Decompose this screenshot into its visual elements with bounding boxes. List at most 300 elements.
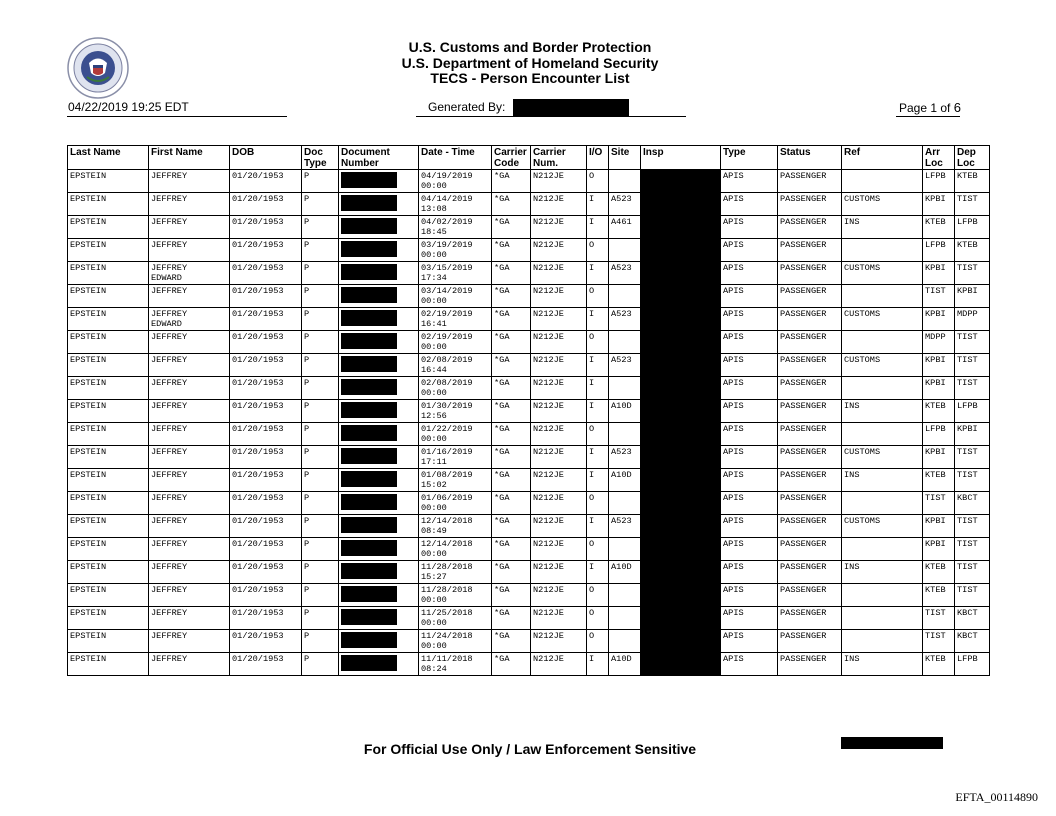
doc-type-cell: P — [302, 630, 339, 653]
first-name-cell: JEFFREY — [149, 561, 230, 584]
site-cell: A523 — [609, 446, 641, 469]
document-number-redaction — [341, 172, 397, 188]
encounter-table — [67, 145, 990, 676]
first-name-cell: JEFFREY — [149, 469, 230, 492]
carrier-num-cell: N212JE — [531, 584, 587, 607]
table-row — [68, 400, 990, 423]
document-number-cell — [339, 216, 419, 239]
document-number-cell — [339, 331, 419, 354]
site-cell: A10D — [609, 561, 641, 584]
carrier-num-cell: N212JE — [531, 538, 587, 561]
date-time-cell: 04/02/2019 18:45 — [419, 216, 492, 239]
ref-cell — [842, 285, 923, 308]
type-cell: APIS — [721, 423, 778, 446]
table-row — [68, 331, 990, 354]
date-time-cell: 11/11/2018 08:24 — [419, 653, 492, 676]
dob-cell: 01/20/1953 — [230, 561, 302, 584]
io-cell: O — [587, 607, 609, 630]
doc-type-cell: P — [302, 607, 339, 630]
io-cell: O — [587, 423, 609, 446]
first-name-cell: JEFFREY — [149, 400, 230, 423]
dep-loc-cell: KBCT — [955, 492, 990, 515]
carrier-code-cell: *GA — [492, 515, 531, 538]
io-cell: O — [587, 630, 609, 653]
io-cell: O — [587, 538, 609, 561]
date-time-cell: 11/28/2018 00:00 — [419, 584, 492, 607]
status-cell: PASSENGER — [778, 584, 842, 607]
carrier-num-cell: N212JE — [531, 377, 587, 400]
document-number-redaction — [341, 655, 397, 671]
document-number-redaction — [341, 494, 397, 510]
io-cell: I — [587, 469, 609, 492]
dep-loc-cell: TIST — [955, 193, 990, 216]
arr-loc-cell: MDPP — [923, 331, 955, 354]
last-name-cell: EPSTEIN — [68, 515, 149, 538]
insp-redaction — [641, 285, 721, 308]
dep-loc-cell: LFPB — [955, 400, 990, 423]
table-row — [68, 515, 990, 538]
doc-type-cell: P — [302, 584, 339, 607]
footer-redaction — [841, 737, 943, 749]
arr-loc-cell: KTEB — [923, 584, 955, 607]
first-name-cell: JEFFREY — [149, 584, 230, 607]
arr-loc-cell: KPBI — [923, 446, 955, 469]
type-cell: APIS — [721, 584, 778, 607]
io-cell: O — [587, 331, 609, 354]
last-name-cell: EPSTEIN — [68, 285, 149, 308]
carrier-num-cell: N212JE — [531, 308, 587, 331]
document-number-cell — [339, 630, 419, 653]
first-name-cell: JEFFREY — [149, 653, 230, 676]
carrier-code-cell: *GA — [492, 354, 531, 377]
dep-loc-cell: TIST — [955, 515, 990, 538]
document-number-redaction — [341, 264, 397, 280]
status-cell: PASSENGER — [778, 630, 842, 653]
dep-loc-cell: KPBI — [955, 285, 990, 308]
dob-cell: 01/20/1953 — [230, 354, 302, 377]
date-time-cell: 02/19/2019 00:00 — [419, 331, 492, 354]
site-cell: A461 — [609, 216, 641, 239]
site-cell — [609, 607, 641, 630]
dep-loc-cell: LFPB — [955, 653, 990, 676]
dob-cell: 01/20/1953 — [230, 193, 302, 216]
first-name-cell: JEFFREY — [149, 423, 230, 446]
status-cell: PASSENGER — [778, 423, 842, 446]
first-name-cell: JEFFREY EDWARD — [149, 308, 230, 331]
status-cell: PASSENGER — [778, 285, 842, 308]
doc-type-cell: P — [302, 538, 339, 561]
column-header: Document Number — [339, 146, 419, 170]
carrier-code-cell: *GA — [492, 400, 531, 423]
type-cell: APIS — [721, 446, 778, 469]
type-cell: APIS — [721, 285, 778, 308]
table-row — [68, 492, 990, 515]
dob-cell: 01/20/1953 — [230, 400, 302, 423]
type-cell: APIS — [721, 515, 778, 538]
date-time-cell: 03/14/2019 00:00 — [419, 285, 492, 308]
document-number-cell — [339, 170, 419, 193]
site-cell — [609, 239, 641, 262]
arr-loc-cell: KPBI — [923, 308, 955, 331]
page-prefix: Page 1 of — [899, 101, 951, 115]
status-cell: PASSENGER — [778, 354, 842, 377]
last-name-cell: EPSTEIN — [68, 216, 149, 239]
last-name-cell: EPSTEIN — [68, 607, 149, 630]
doc-type-cell: P — [302, 193, 339, 216]
carrier-code-cell: *GA — [492, 584, 531, 607]
status-cell: PASSENGER — [778, 308, 842, 331]
date-time-cell: 02/08/2019 16:44 — [419, 354, 492, 377]
table-row — [68, 193, 990, 216]
generated-by-label: Generated By: — [428, 100, 506, 114]
carrier-code-cell: *GA — [492, 331, 531, 354]
table-row — [68, 170, 990, 193]
carrier-num-cell: N212JE — [531, 400, 587, 423]
insp-redaction — [641, 193, 721, 216]
carrier-num-cell: N212JE — [531, 331, 587, 354]
type-cell: APIS — [721, 607, 778, 630]
arr-loc-cell: TIST — [923, 492, 955, 515]
page-indicator — [899, 100, 961, 115]
io-cell: I — [587, 561, 609, 584]
insp-redaction — [641, 630, 721, 653]
document-number-cell — [339, 446, 419, 469]
table-row — [68, 653, 990, 676]
document-number-redaction — [341, 356, 397, 372]
date-time-cell: 04/19/2019 00:00 — [419, 170, 492, 193]
first-name-cell: JEFFREY — [149, 377, 230, 400]
doc-type-cell: P — [302, 561, 339, 584]
arr-loc-cell: KPBI — [923, 515, 955, 538]
ref-cell: CUSTOMS — [842, 262, 923, 285]
carrier-code-cell: *GA — [492, 446, 531, 469]
first-name-cell: JEFFREY — [149, 239, 230, 262]
type-cell: APIS — [721, 377, 778, 400]
arr-loc-cell: KPBI — [923, 262, 955, 285]
carrier-num-cell: N212JE — [531, 216, 587, 239]
type-cell: APIS — [721, 193, 778, 216]
document-number-redaction — [341, 195, 397, 211]
dob-cell: 01/20/1953 — [230, 515, 302, 538]
dob-cell: 01/20/1953 — [230, 630, 302, 653]
carrier-num-cell: N212JE — [531, 423, 587, 446]
ref-cell — [842, 584, 923, 607]
dob-cell: 01/20/1953 — [230, 262, 302, 285]
table-header-row — [68, 146, 990, 170]
insp-redaction — [641, 331, 721, 354]
ref-cell: INS — [842, 561, 923, 584]
status-cell: PASSENGER — [778, 400, 842, 423]
ref-cell: INS — [842, 469, 923, 492]
last-name-cell: EPSTEIN — [68, 377, 149, 400]
type-cell: APIS — [721, 400, 778, 423]
document-number-cell — [339, 354, 419, 377]
dep-loc-cell: TIST — [955, 469, 990, 492]
carrier-num-cell: N212JE — [531, 170, 587, 193]
dep-loc-cell: LFPB — [955, 216, 990, 239]
doc-type-cell: P — [302, 469, 339, 492]
dep-loc-cell: TIST — [955, 262, 990, 285]
io-cell: I — [587, 446, 609, 469]
status-cell: PASSENGER — [778, 538, 842, 561]
site-cell: A523 — [609, 354, 641, 377]
table-row — [68, 354, 990, 377]
document-number-cell — [339, 262, 419, 285]
first-name-cell: JEFFREY — [149, 607, 230, 630]
io-cell: I — [587, 653, 609, 676]
table-row — [68, 538, 990, 561]
type-cell: APIS — [721, 262, 778, 285]
status-cell: PASSENGER — [778, 216, 842, 239]
site-cell: A523 — [609, 193, 641, 216]
column-header: Arr Loc — [923, 146, 955, 170]
carrier-num-cell: N212JE — [531, 239, 587, 262]
insp-redaction — [641, 377, 721, 400]
status-cell: PASSENGER — [778, 561, 842, 584]
date-time-cell: 01/06/2019 00:00 — [419, 492, 492, 515]
doc-type-cell: P — [302, 515, 339, 538]
carrier-code-cell: *GA — [492, 170, 531, 193]
document-number-redaction — [341, 218, 397, 234]
arr-loc-cell: TIST — [923, 607, 955, 630]
last-name-cell: EPSTEIN — [68, 538, 149, 561]
doc-type-cell: P — [302, 653, 339, 676]
ref-cell — [842, 170, 923, 193]
first-name-cell: JEFFREY — [149, 170, 230, 193]
document-number-redaction — [341, 241, 397, 257]
page-total: 6 — [953, 100, 961, 115]
table-row — [68, 423, 990, 446]
site-cell — [609, 538, 641, 561]
column-header: Carrier Num. — [531, 146, 587, 170]
status-cell: PASSENGER — [778, 262, 842, 285]
document-number-cell — [339, 515, 419, 538]
arr-loc-cell: KPBI — [923, 538, 955, 561]
type-cell: APIS — [721, 170, 778, 193]
date-time-cell: 03/15/2019 17:34 — [419, 262, 492, 285]
date-time-cell: 12/14/2018 08:49 — [419, 515, 492, 538]
type-cell: APIS — [721, 653, 778, 676]
date-time-cell: 03/19/2019 00:00 — [419, 239, 492, 262]
document-number-cell — [339, 584, 419, 607]
site-cell — [609, 377, 641, 400]
insp-redaction — [641, 239, 721, 262]
dep-loc-cell: TIST — [955, 561, 990, 584]
site-cell — [609, 170, 641, 193]
carrier-num-cell: N212JE — [531, 262, 587, 285]
doc-type-cell: P — [302, 216, 339, 239]
document-number-redaction — [341, 402, 397, 418]
insp-redaction — [641, 216, 721, 239]
ref-cell: CUSTOMS — [842, 446, 923, 469]
carrier-num-cell: N212JE — [531, 193, 587, 216]
first-name-cell: JEFFREY — [149, 538, 230, 561]
carrier-code-cell: *GA — [492, 239, 531, 262]
insp-redaction — [641, 469, 721, 492]
generated-by-redaction — [513, 99, 629, 116]
carrier-code-cell: *GA — [492, 561, 531, 584]
first-name-cell: JEFFREY — [149, 354, 230, 377]
type-cell: APIS — [721, 561, 778, 584]
table-row — [68, 216, 990, 239]
type-cell: APIS — [721, 239, 778, 262]
site-cell: A523 — [609, 515, 641, 538]
table-row — [68, 262, 990, 285]
date-time-cell: 11/24/2018 00:00 — [419, 630, 492, 653]
dob-cell: 01/20/1953 — [230, 423, 302, 446]
document-number-redaction — [341, 609, 397, 625]
dob-cell: 01/20/1953 — [230, 584, 302, 607]
header-rule-middle — [416, 116, 686, 117]
status-cell: PASSENGER — [778, 492, 842, 515]
department-title: U.S. Department of Homeland Security — [401, 54, 659, 71]
carrier-num-cell: N212JE — [531, 515, 587, 538]
dob-cell: 01/20/1953 — [230, 377, 302, 400]
insp-redaction — [641, 400, 721, 423]
carrier-code-cell: *GA — [492, 193, 531, 216]
ref-cell — [842, 630, 923, 653]
bates-number: EFTA_00114890 — [955, 790, 1038, 804]
io-cell: I — [587, 308, 609, 331]
column-header: Insp — [641, 146, 721, 170]
table-row — [68, 630, 990, 653]
report-title: TECS - Person Encounter List — [430, 70, 630, 86]
dep-loc-cell: TIST — [955, 584, 990, 607]
dep-loc-cell: KTEB — [955, 170, 990, 193]
ref-cell — [842, 377, 923, 400]
table-row — [68, 308, 990, 331]
dob-cell: 01/20/1953 — [230, 239, 302, 262]
status-cell: PASSENGER — [778, 515, 842, 538]
column-header: I/O — [587, 146, 609, 170]
site-cell — [609, 423, 641, 446]
dob-cell: 01/20/1953 — [230, 538, 302, 561]
document-number-redaction — [341, 517, 397, 533]
last-name-cell: EPSTEIN — [68, 193, 149, 216]
last-name-cell: EPSTEIN — [68, 653, 149, 676]
date-time-cell: 11/25/2018 00:00 — [419, 607, 492, 630]
last-name-cell: EPSTEIN — [68, 423, 149, 446]
ref-cell: CUSTOMS — [842, 515, 923, 538]
ref-cell: CUSTOMS — [842, 354, 923, 377]
first-name-cell: JEFFREY EDWARD — [149, 262, 230, 285]
io-cell: I — [587, 377, 609, 400]
doc-type-cell: P — [302, 400, 339, 423]
carrier-code-cell: *GA — [492, 469, 531, 492]
insp-redaction — [641, 354, 721, 377]
doc-type-cell: P — [302, 239, 339, 262]
first-name-cell: JEFFREY — [149, 515, 230, 538]
document-number-cell — [339, 423, 419, 446]
dob-cell: 01/20/1953 — [230, 469, 302, 492]
date-time-cell: 11/28/2018 15:27 — [419, 561, 492, 584]
last-name-cell: EPSTEIN — [68, 630, 149, 653]
io-cell: I — [587, 216, 609, 239]
io-cell: O — [587, 584, 609, 607]
arr-loc-cell: KPBI — [923, 377, 955, 400]
dep-loc-cell: KPBI — [955, 423, 990, 446]
column-header: Site — [609, 146, 641, 170]
table-row — [68, 584, 990, 607]
table-row — [68, 607, 990, 630]
fouo-notice: For Official Use Only / Law Enforcement Sensitive — [363, 741, 697, 757]
dep-loc-cell: TIST — [955, 538, 990, 561]
column-header: Type — [721, 146, 778, 170]
carrier-code-cell: *GA — [492, 538, 531, 561]
dep-loc-cell: TIST — [955, 354, 990, 377]
first-name-cell: JEFFREY — [149, 285, 230, 308]
io-cell: I — [587, 515, 609, 538]
arr-loc-cell: LFPB — [923, 423, 955, 446]
document-number-redaction — [341, 333, 397, 349]
ref-cell — [842, 538, 923, 561]
carrier-code-cell: *GA — [492, 423, 531, 446]
dep-loc-cell: KBCT — [955, 630, 990, 653]
insp-redaction — [641, 170, 721, 193]
insp-redaction — [641, 515, 721, 538]
first-name-cell: JEFFREY — [149, 331, 230, 354]
site-cell — [609, 630, 641, 653]
dob-cell: 01/20/1953 — [230, 285, 302, 308]
carrier-code-cell: *GA — [492, 216, 531, 239]
arr-loc-cell: LFPB — [923, 170, 955, 193]
column-header: Date - Time — [419, 146, 492, 170]
document-number-cell — [339, 492, 419, 515]
carrier-num-cell: N212JE — [531, 354, 587, 377]
document-number-cell — [339, 377, 419, 400]
date-time-cell: 02/08/2019 00:00 — [419, 377, 492, 400]
doc-type-cell: P — [302, 308, 339, 331]
insp-redaction — [641, 561, 721, 584]
document-number-cell — [339, 308, 419, 331]
type-cell: APIS — [721, 538, 778, 561]
doc-type-cell: P — [302, 170, 339, 193]
dob-cell: 01/20/1953 — [230, 331, 302, 354]
date-time-cell: 02/19/2019 16:41 — [419, 308, 492, 331]
arr-loc-cell: KTEB — [923, 400, 955, 423]
first-name-cell: JEFFREY — [149, 492, 230, 515]
dep-loc-cell: KBCT — [955, 607, 990, 630]
document-number-cell — [339, 400, 419, 423]
document-number-cell — [339, 193, 419, 216]
last-name-cell: EPSTEIN — [68, 170, 149, 193]
carrier-code-cell: *GA — [492, 308, 531, 331]
type-cell: APIS — [721, 469, 778, 492]
site-cell: A523 — [609, 308, 641, 331]
last-name-cell: EPSTEIN — [68, 584, 149, 607]
ref-cell: INS — [842, 653, 923, 676]
ref-cell — [842, 239, 923, 262]
ref-cell — [842, 607, 923, 630]
ref-cell — [842, 492, 923, 515]
table-row — [68, 285, 990, 308]
type-cell: APIS — [721, 331, 778, 354]
carrier-code-cell: *GA — [492, 653, 531, 676]
site-cell — [609, 584, 641, 607]
type-cell: APIS — [721, 308, 778, 331]
io-cell: I — [587, 400, 609, 423]
doc-type-cell: P — [302, 331, 339, 354]
dhs-seal-icon — [67, 37, 129, 99]
date-time-cell: 04/14/2019 13:08 — [419, 193, 492, 216]
document-number-redaction — [341, 310, 397, 326]
date-time-cell: 01/16/2019 17:11 — [419, 446, 492, 469]
carrier-code-cell: *GA — [492, 630, 531, 653]
last-name-cell: EPSTEIN — [68, 262, 149, 285]
insp-redaction — [641, 653, 721, 676]
agency-title: U.S. Customs and Border Protection — [408, 39, 652, 55]
dep-loc-cell: MDPP — [955, 308, 990, 331]
